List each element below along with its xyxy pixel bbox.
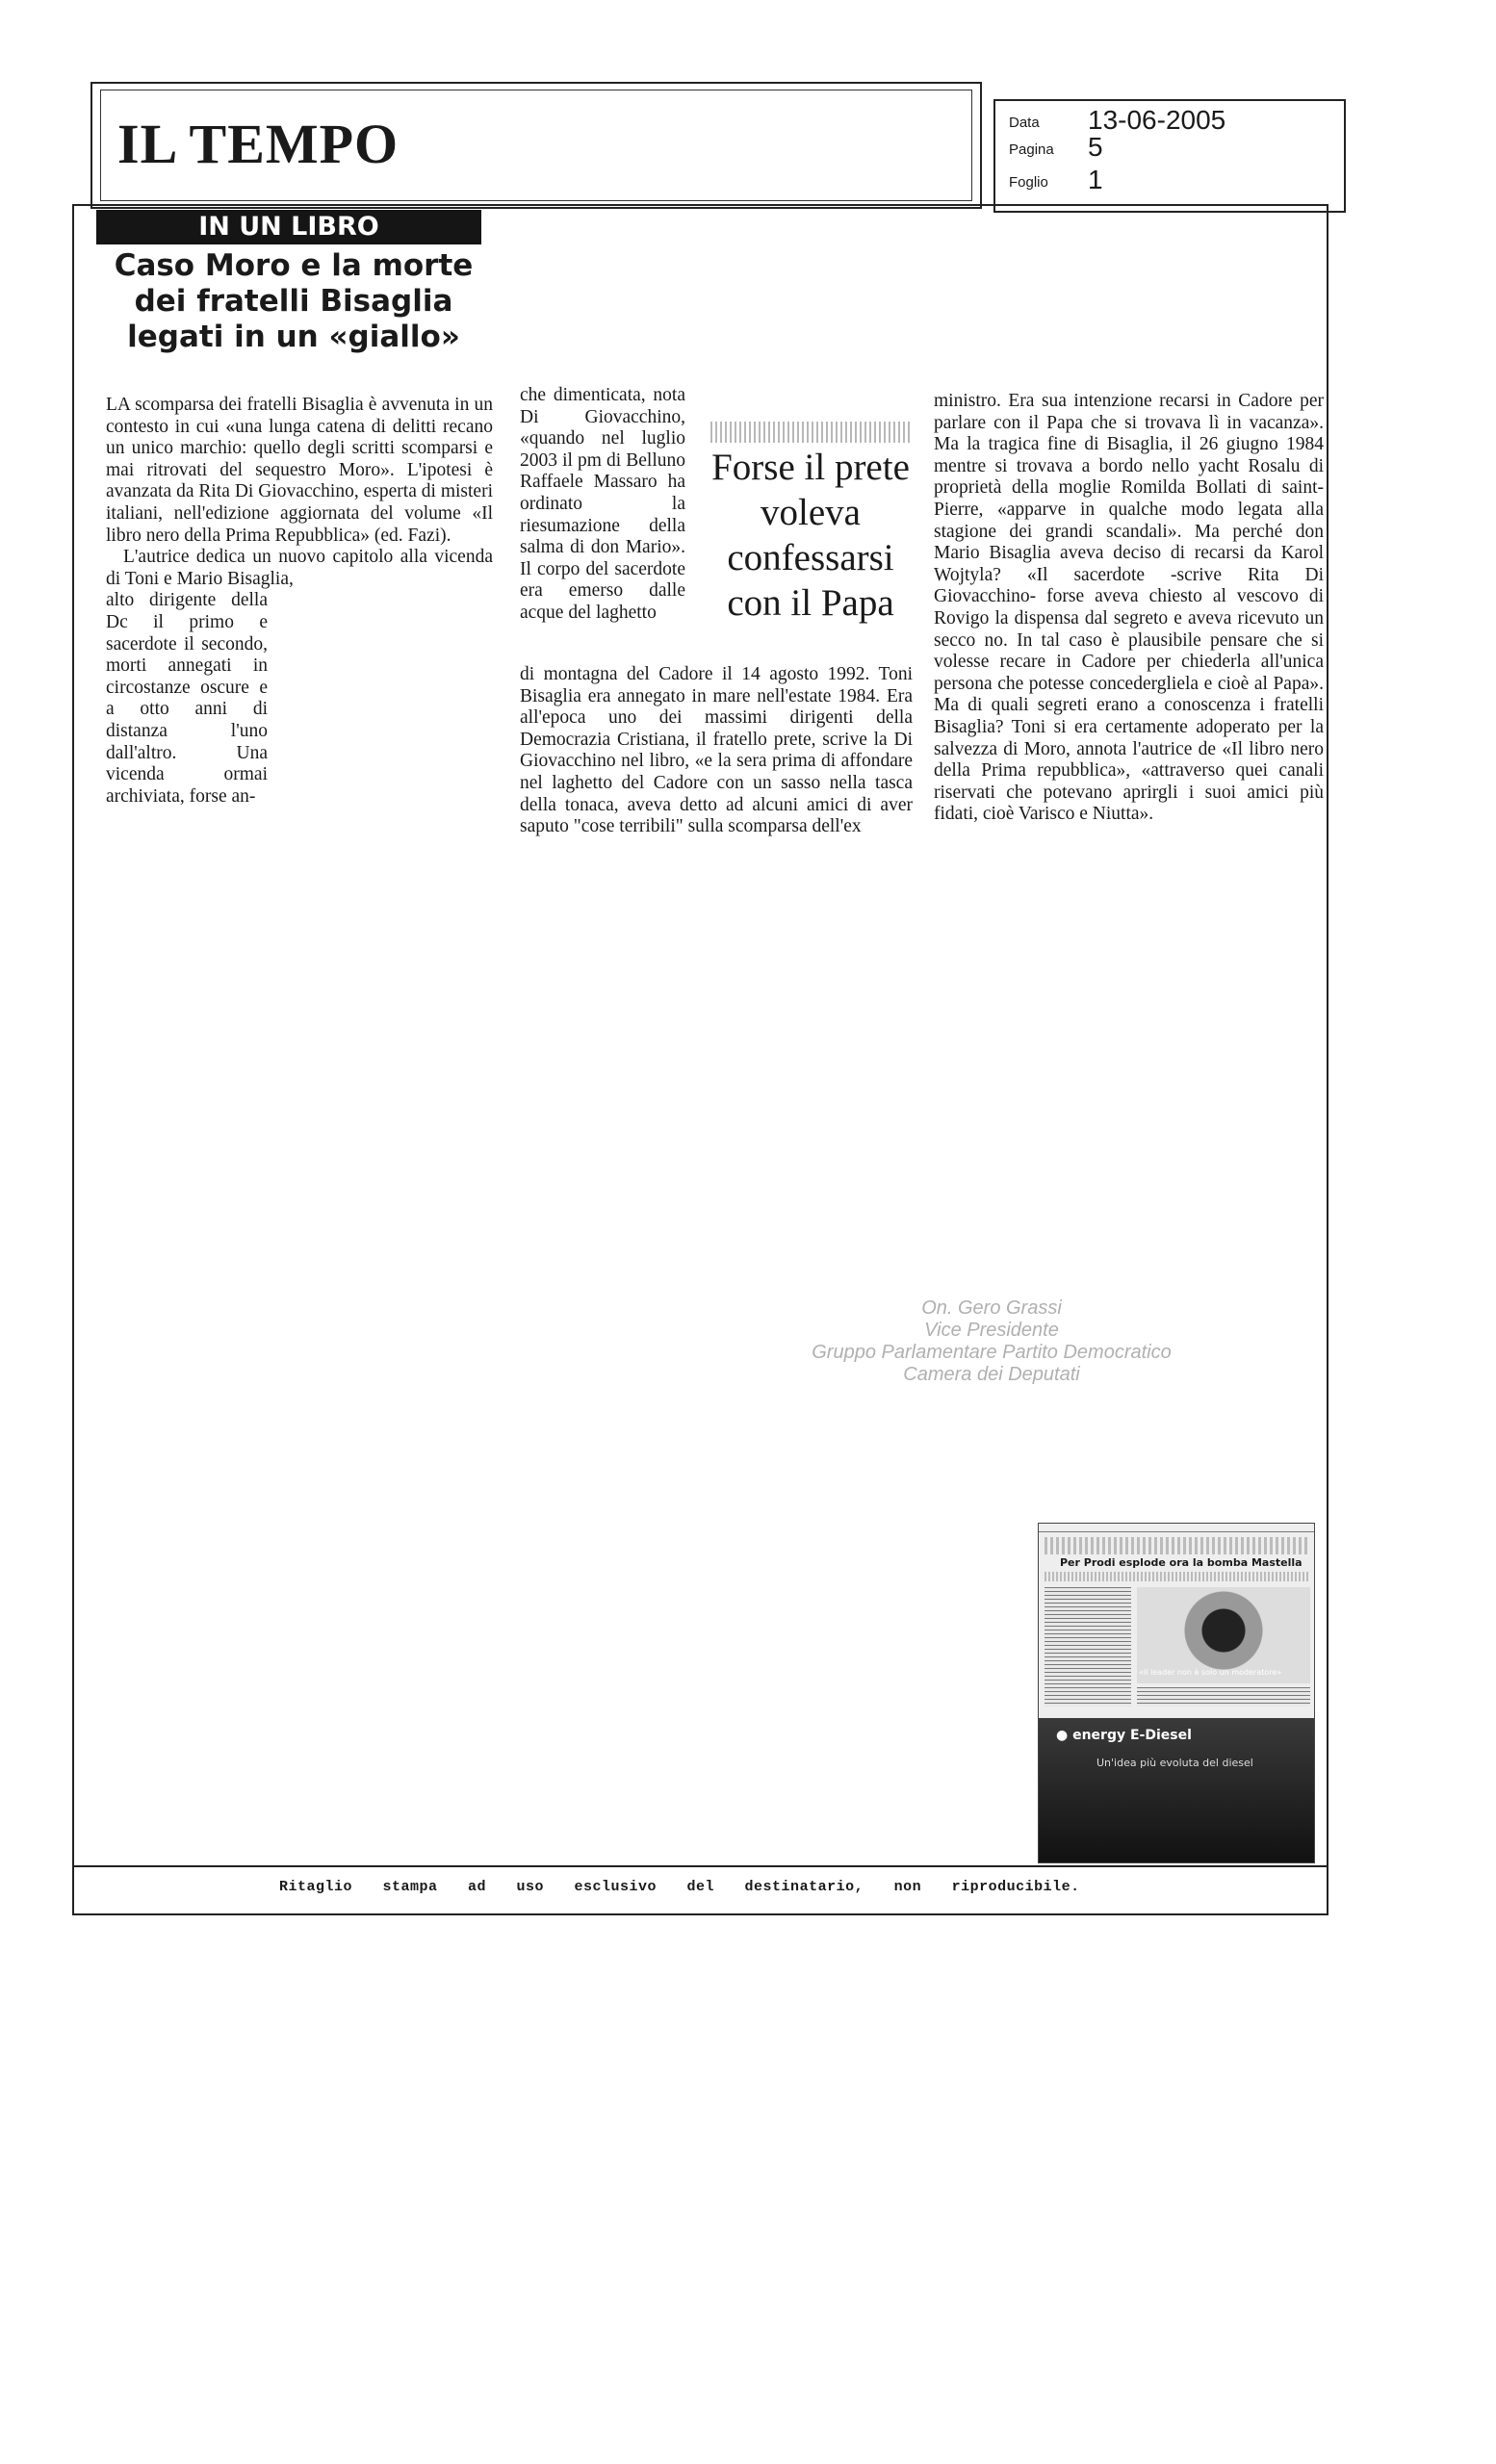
article-headline (96, 248, 491, 355)
headline-line-3: legati in un «giallo» (127, 320, 460, 354)
sheet-value: 1 (1088, 165, 1103, 194)
thumbnail-ad (1039, 1718, 1314, 1863)
footer-notice: Ritaglio stampa ad uso esclusivo del destinatario, non riproducibile. (279, 1879, 1080, 1895)
watermark-line-1: On. Gero Grassi (921, 1297, 1062, 1319)
headline-line-1: Caso Moro e la morte (114, 248, 474, 283)
newspaper-logo: IL TEMPO (117, 113, 400, 175)
pullquote-rule (710, 422, 911, 443)
pullquote-line-1: Forse il prete (711, 447, 910, 488)
thumbnail-strapline (1045, 1537, 1308, 1554)
thumbnail-text-block (1137, 1687, 1310, 1707)
date-value: 13-06-2005 (1088, 105, 1226, 135)
column-2-top-text: che dimenticata, nota Di Giovacchino, «quando nel luglio 2003 il pm di Belluno Raffaele Massaro ha ordinato la riesumazione della salma di don Mario». Il corpo del sacerdote era emerso dalle acque del laghetto (520, 385, 685, 623)
page-label: Pagina (1009, 141, 1054, 158)
footer-rule (72, 1865, 1328, 1867)
ad-title: ● energy E-Diesel (1056, 1728, 1192, 1743)
thumbnail-headline: Per Prodi esplode ora la bomba Mastella (1060, 1556, 1303, 1569)
date-label: Data (1009, 115, 1040, 131)
headline-line-2: dei fratelli Bisaglia (134, 284, 453, 319)
paragraph-2-start: L'autrice dedica un nuovo capitolo alla vicenda di Toni e Mario Bisaglia, (106, 547, 493, 589)
ad-subtitle: Un'idea più evoluta del diesel (1096, 1757, 1253, 1769)
pullquote-line-3: confessarsi (727, 537, 894, 578)
article-column-1 (106, 395, 493, 808)
pullquote-line-4: con il Papa (727, 582, 894, 624)
paragraph-1: LA scomparsa dei fratelli Bisaglia è avvenuta in un contesto in cui «una lunga catena di delitti recano un unico marchio: quello degli scritti scomparsi e mai ritrovati del sequestro Moro». L'ipotesi è avanzata da Rita Di Giovacchino, esperta di misteri italiani, nell'edizione aggiornata del volume «Il libro nero della Prima Repubblica» (ed. Fazi). (106, 395, 493, 546)
watermark-line-3: Gruppo Parlamentare Partito Democratico (812, 1342, 1172, 1363)
paragraph-2-continued: alto dirigente della Dc il primo e sacerdote il secondo, morti annegati in circostanze oscure e a otto anni di distanza l'uno dall'altro. Una vicenda ormai archiviata, forse an- (106, 590, 268, 807)
watermark-line-2: Vice Presidente (924, 1320, 1059, 1341)
article-column-2-bottom (520, 664, 913, 838)
thumbnail-top-rule (1039, 1524, 1314, 1532)
sheet-label: Foglio (1009, 174, 1048, 191)
thumbnail-text-column (1045, 1587, 1131, 1707)
page-thumbnail (1038, 1523, 1315, 1863)
ad-title-text: energy E-Diesel (1072, 1728, 1192, 1743)
deputy-watermark (780, 1297, 1203, 1386)
page-value: 5 (1088, 132, 1103, 162)
watermark-line-4: Camera dei Deputati (903, 1364, 1080, 1385)
pullquote-line-2: voleva (761, 492, 861, 533)
article-column-3 (934, 391, 1324, 826)
clipping-metadata (993, 99, 1346, 213)
article-column-2-top (520, 385, 685, 625)
thumbnail-quote: «Il leader non è solo un moderatore» (1139, 1668, 1282, 1677)
pull-quote (701, 445, 920, 626)
thumbnail-subhead (1045, 1572, 1308, 1581)
column-2-bottom-text: di montagna del Cadore il 14 agosto 1992. Toni Bisaglia era annegato in mare nell'estate 1984. Era all'epoca uno dei massimi dirigenti della Democrazia Cristiana, il fratello prete, scrive la Di Giovacchino nel libro, «e la sera prima di affondare nel laghetto del Cadore con un sasso nella tasca della tonaca, aveva detto ad alcuni amici di aver saputo "cose terribili" sulla scomparsa dell'ex (520, 664, 913, 837)
column-3-text: ministro. Era sua intenzione recarsi in Cadore per parlare con il Papa che si trovava lì in vacanza». Ma la tragica fine di Bisaglia, il 26 giugno 1984 mentre si trovava a bordo nello yacht Rosalu di proprietà della moglie Romilda Bollati di saint-Pierre, «apparve in qualche modo legata alla stagione dei grandi scandali». Ma perché don Mario Bisaglia aveva deciso di recarsi da Karol Wojtyla? «Il sacerdote -scrive Rita Di Giovacchino- forse aveva chiesto al vescovo di Rovigo la dispensa dal segreto e aveva ricevuto un secco no. In tal caso è plausibile pensare che si volesse recare in Cadore per chiederla all'unica persona che potesse concedergliela e cioè al Papa». Ma di quali segreti erano a conoscenza i fratelli Bisaglia? Toni si era certamente adoperato per la salvezza di Moro, annota l'autrice de «Il libro nero della Prima repubblica», «attraverso quei canali riservati che potevano aprirgli i suoi amici più fidati, cioè Varisco e Niutta». (934, 391, 1324, 825)
article-kicker: IN UN LIBRO (96, 210, 481, 244)
